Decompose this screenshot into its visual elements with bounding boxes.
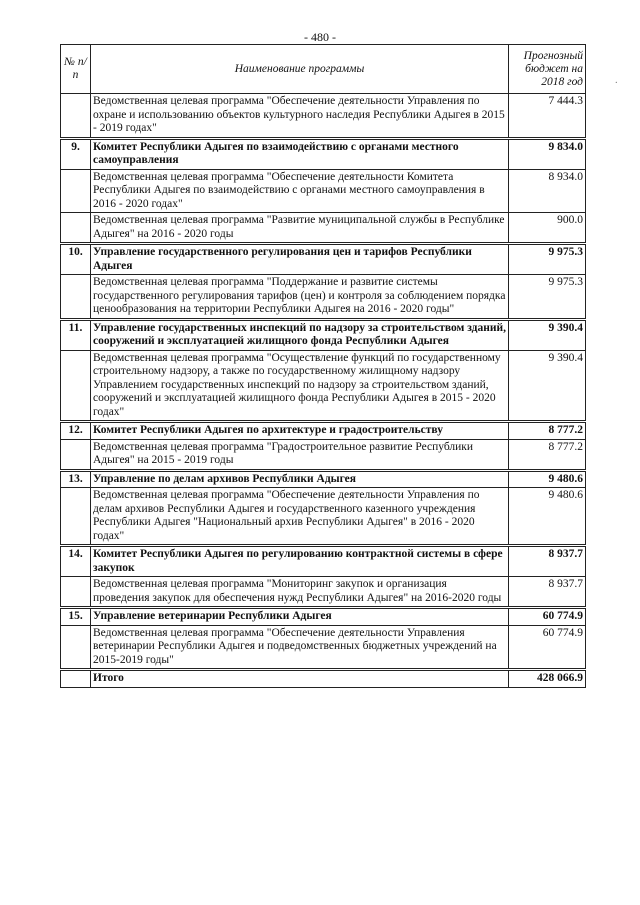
row-value: 9 975.3 bbox=[509, 244, 586, 275]
row-number bbox=[61, 275, 91, 320]
table-header-row bbox=[61, 45, 586, 94]
row-name: Управление государственных инспекций по надзору за строительством зданий, сооружений и эксплуатацией жилищного фонда Республики Адыгея bbox=[91, 319, 509, 350]
row-name: Управление по делам архивов Республики Адыгея bbox=[91, 470, 509, 488]
header-name: Наименование программы bbox=[91, 45, 509, 94]
row-value: 9 480.6 bbox=[509, 488, 586, 546]
program-row bbox=[61, 350, 586, 422]
program-row bbox=[61, 275, 586, 320]
row-number bbox=[61, 625, 91, 670]
row-number: 12. bbox=[61, 422, 91, 440]
row-number: 11. bbox=[61, 319, 91, 350]
program-row bbox=[61, 439, 586, 470]
total-label: Итого bbox=[91, 670, 509, 688]
row-number bbox=[61, 94, 91, 139]
row-name: Ведомственная целевая программа "Осуществление функций по государственному строительному надзору, а также по государственному жилищному надзору Управлением государственных инспекций по надзору за строительством зданий, сооружений и эксплуатацией жилищного фонда Республики Адыгея в 2015 - 2020 годах" bbox=[91, 350, 509, 422]
row-name: Ведомственная целевая программа "Мониторинг закупок и организация проведения закупок для обеспечения нужд Республики Адыгея" на 2016-2020 годы bbox=[91, 577, 509, 608]
row-number: 14. bbox=[61, 546, 91, 577]
budget-table bbox=[60, 44, 586, 688]
row-number bbox=[61, 213, 91, 244]
row-number: 9. bbox=[61, 138, 91, 169]
row-number bbox=[61, 577, 91, 608]
row-number: 13. bbox=[61, 470, 91, 488]
row-value: 9 390.4 bbox=[509, 350, 586, 422]
row-number bbox=[61, 488, 91, 546]
row-name: Ведомственная целевая программа "Обеспечение деятельности Управления по делам архивов Республики Адыгея и государственного казенного учреждения Республики Адыгея "Национальный архив Республики Адыгея" в 2016 - 2020 годах" bbox=[91, 488, 509, 546]
row-value: 9 390.4 bbox=[509, 319, 586, 350]
row-name: Комитет Республики Адыгея по регулированию контрактной системы в сфере закупок bbox=[91, 546, 509, 577]
total-row bbox=[61, 670, 586, 688]
row-name: Ведомственная целевая программа "Обеспечение деятельности Управления по охране и использованию объектов культурного наследия Республики Адыгея в 2015 - 2019 годах" bbox=[91, 94, 509, 139]
row-name: Комитет Республики Адыгея по взаимодействию с органами местного самоуправления bbox=[91, 138, 509, 169]
group-row bbox=[61, 608, 586, 626]
program-row bbox=[61, 488, 586, 546]
row-number: 10. bbox=[61, 244, 91, 275]
row-value: 8 934.0 bbox=[509, 169, 586, 213]
program-row bbox=[61, 213, 586, 244]
group-row bbox=[61, 138, 586, 169]
table-body bbox=[61, 94, 586, 670]
row-name: Ведомственная целевая программа "Обеспечение деятельности Управления ветеринарии Республики Адыгея и подведомственных бюджетных учреждений на 2015-2019 годы" bbox=[91, 625, 509, 670]
row-name: Ведомственная целевая программа "Развитие муниципальной службы в Республике Адыгея" на 2016 - 2020 годы bbox=[91, 213, 509, 244]
row-value: 9 834.0 bbox=[509, 138, 586, 169]
row-name: Ведомственная целевая программа "Градостроительное развитие Республики Адыгея" на 2015 - 2019 годы bbox=[91, 439, 509, 470]
row-value: 9 975.3 bbox=[509, 275, 586, 320]
group-row bbox=[61, 244, 586, 275]
row-name: Управление ветеринарии Республики Адыгея bbox=[91, 608, 509, 626]
program-row bbox=[61, 577, 586, 608]
program-row bbox=[61, 169, 586, 213]
group-row bbox=[61, 319, 586, 350]
row-number: 15. bbox=[61, 608, 91, 626]
group-row bbox=[61, 422, 586, 440]
row-value: 9 480.6 bbox=[509, 470, 586, 488]
group-row bbox=[61, 546, 586, 577]
row-name: Комитет Республики Адыгея по архитектуре и градостроительству bbox=[91, 422, 509, 440]
total-value: 428 066.9 bbox=[509, 670, 586, 688]
row-value: 8 937.7 bbox=[509, 577, 586, 608]
header-num: № п/п bbox=[61, 45, 91, 94]
row-value: 8 937.7 bbox=[509, 546, 586, 577]
row-number bbox=[61, 350, 91, 422]
header-budget: Прогнозный бюджет на 2018 год bbox=[509, 45, 586, 94]
group-row bbox=[61, 470, 586, 488]
row-name: Управление государственного регулирования цен и тарифов Республики Адыгея bbox=[91, 244, 509, 275]
row-name: Ведомственная целевая программа "Обеспечение деятельности Комитета Республики Адыгея по взаимодействию с органами местного самоуправления в 2016 - 2020 годах" bbox=[91, 169, 509, 213]
row-number bbox=[61, 439, 91, 470]
page-number: - 480 - bbox=[304, 30, 336, 44]
row-value: 7 444.3 bbox=[509, 94, 586, 139]
row-value: 8 777.2 bbox=[509, 439, 586, 470]
row-value: 8 777.2 bbox=[509, 422, 586, 440]
row-number bbox=[61, 169, 91, 213]
row-value: 900.0 bbox=[509, 213, 586, 244]
row-value: 60 774.9 bbox=[509, 625, 586, 670]
total-num-cell bbox=[61, 670, 91, 688]
program-row bbox=[61, 625, 586, 670]
row-value: 60 774.9 bbox=[509, 608, 586, 626]
program-row bbox=[61, 94, 586, 139]
margin-mark: · bbox=[614, 78, 618, 89]
row-name: Ведомственная целевая программа "Поддержание и развитие системы государственного регулирования тарифов (цен) и контроля за соблюдением порядка ценообразования на территории Республики Адыгея на 2016 - 2020 годы" bbox=[91, 275, 509, 320]
